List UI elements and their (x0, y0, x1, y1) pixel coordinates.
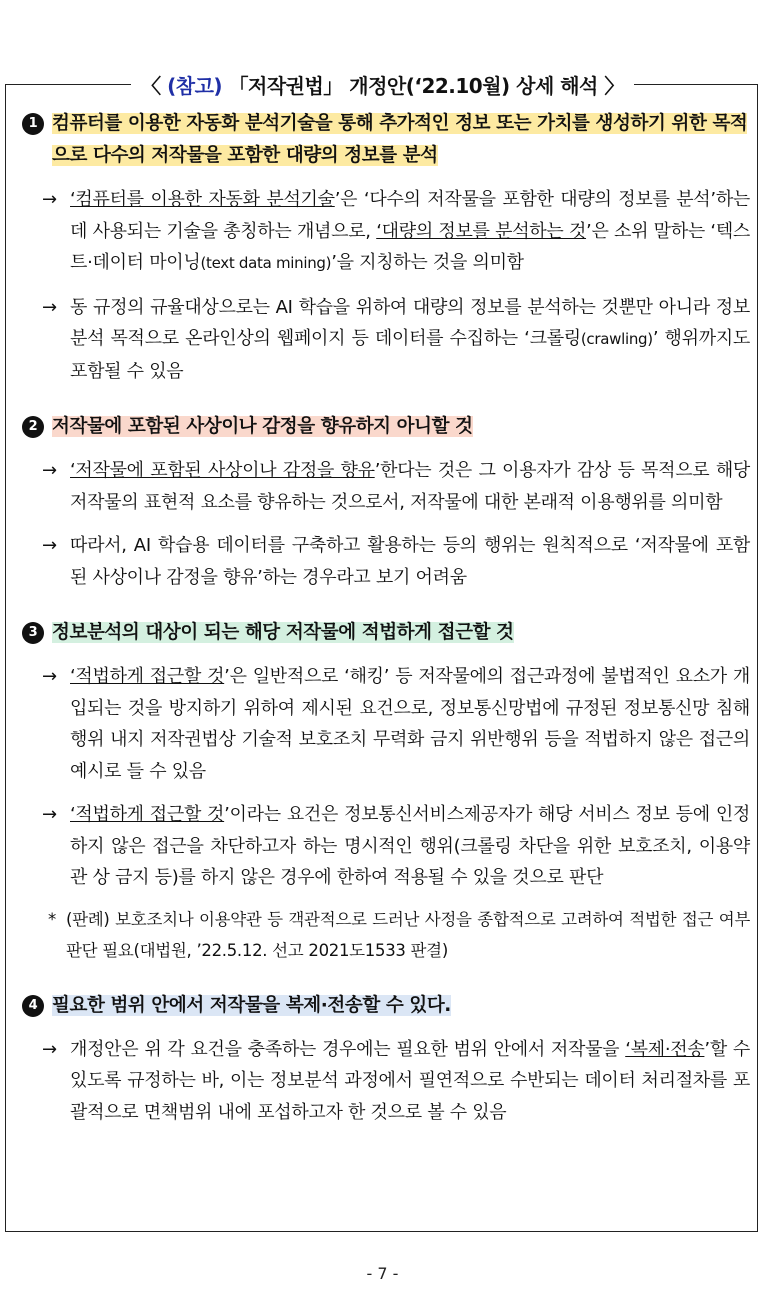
section-2-heading-text: 저작물에 포함된 사상이나 감정을 향유하지 아니할 것 (52, 416, 473, 437)
arrow-icon: → (42, 1038, 57, 1060)
item-text: 동 규정의 규율대상으로는 AI 학습을 위하여 대량의 정보를 분석하는 것뿐만 아니라 정보분석 목적으로 온라인상의 웹페이지 등 데이터를 수집하는 ‘크롤링 (70, 296, 750, 349)
underlined-term: ‘컴퓨터를 이용한 자동화 분석기술 (70, 189, 335, 210)
underlined-term: ‘적법하게 접근할 것 (70, 666, 225, 687)
section-2-item-2 (22, 530, 750, 593)
precedent-note (22, 904, 750, 966)
item-text: ’은 ‘다수의 저작물을 포함한 대량의 정보를 분석’하는데 사용되는 기술을 총칭하는 개념으로, (70, 189, 750, 242)
title-row (0, 66, 765, 102)
item-text: ’은 일반적으로 ‘해킹’ 등 저작물에의 접근과정에 불법적인 요소가 개입되는 것을 방지하기 위하여 제시된 요건으로, 정보통신망법에 규정된 정보통신망 침해행위 내지 저작권법상 기술적 보호조치 무력화 금지 위반행위 등을 적법하지 않은 접근의 예시로 들 수 있음 (70, 666, 750, 782)
page-number: - 7 - (366, 1264, 399, 1283)
page-title (131, 70, 634, 99)
underlined-term: ‘대량의 정보를 분석하는 것 (376, 220, 587, 242)
title-main: 「저작권법」 개정안(‘22.10월) 상세 해석 (228, 73, 598, 98)
number-circle-4: 4 (22, 995, 44, 1017)
number-circle-1: 1 (22, 113, 44, 135)
arrow-icon: → (42, 189, 57, 210)
section-1-item-2 (22, 292, 750, 388)
item-text: ’은 소위 말하는 ‘텍스트·데이터 마이닝 (70, 220, 751, 273)
section-2-heading (22, 411, 750, 443)
item-text: ’한다는 것은 그 이용자가 감상 등 목적으로 해당 저작물의 표현적 요소를 향유하는 것으로서, 저작물에 대한 본래적 이용행위를 의미함 (70, 460, 751, 513)
document-body (22, 108, 750, 1128)
arrow-icon: → (42, 804, 57, 825)
section-4-heading-text: 필요한 범위 안에서 저작물을 복제·전송할 수 있다. (52, 994, 451, 1016)
arrow-icon: → (42, 460, 57, 481)
item-text: ’할 수 있도록 규정하는 바, 이는 정보분석 과정에서 필연적으로 수반되는 데이터 처리절차를 포괄적으로 면책범위 내에 포섭하고자 한 것으로 볼 수 있음 (70, 1038, 750, 1123)
number-circle-3: 3 (22, 622, 44, 644)
item-text: 따라서, AI 학습용 데이터를 구축하고 활용하는 등의 행위는 원칙적으로 ‘저작물에 포함된 사상이나 감정을 향유’하는 경우라고 보기 어려움 (70, 535, 750, 588)
section-3-heading (22, 617, 750, 649)
arrow-icon: → (42, 296, 57, 318)
section-1-heading (22, 108, 750, 172)
underlined-term: ‘적법하게 접근할 것 (70, 804, 225, 825)
section-2-item-1 (22, 455, 750, 518)
asterisk: * (48, 909, 56, 929)
section-4-heading (22, 990, 750, 1022)
underlined-term: ‘저작물에 포함된 사상이나 감정을 향유 (70, 460, 375, 481)
title-bracket-close: 〉 (604, 73, 624, 98)
number-circle-2: 2 (22, 416, 44, 438)
title-bracket-open: 〈 (141, 73, 161, 98)
item-text: ’ 행위까지도 포함될 수 있음 (70, 328, 750, 382)
item-text: ’이라는 요건은 정보통신서비스제공자가 해당 서비스 정보 등에 인정하지 않은 접근을 차단하고자 하는 명시적인 행위(크롤링 차단을 위한 보호조치, 이용약관 상 금지 등)를 하지 않은 경우에 한하여 적용될 수 있을 것으로 판단 (70, 804, 750, 888)
note-text: (판례) 보호조치나 이용약관 등 객관적으로 드러난 사정을 종합적으로 고려하여 적법한 접근 여부 판단 필요(대법원, ’22.5.12. 선고 2021도1533 판결) (66, 909, 750, 960)
title-ref: (참고) (167, 73, 223, 98)
arrow-icon: → (42, 666, 57, 687)
section-3-heading-text: 정보분석의 대상이 되는 해당 저작물에 적법하게 접근할 것 (52, 622, 514, 643)
item-text: ’을 지칭하는 것을 의미함 (331, 252, 524, 273)
underlined-term: ‘복제·전송 (625, 1038, 705, 1060)
section-4-item-1 (22, 1034, 750, 1129)
item-text-small: (text data mining) (200, 254, 332, 272)
item-text: 개정안은 위 각 요건을 충족하는 경우에는 필요한 범위 안에서 저작물을 (70, 1038, 626, 1060)
section-1-item-1 (22, 184, 750, 280)
arrow-icon: → (42, 535, 57, 556)
item-text-small: (crawling) (580, 330, 653, 348)
section-3-item-1 (22, 661, 750, 787)
section-3-item-2 (22, 799, 750, 894)
section-1-heading-text: 컴퓨터를 이용한 자동화 분석기술을 통해 추가적인 정보 또는 가치를 생성하기 위한 목적으로 다수의 저작물을 포함한 대량의 정보를 분석 (52, 113, 748, 166)
